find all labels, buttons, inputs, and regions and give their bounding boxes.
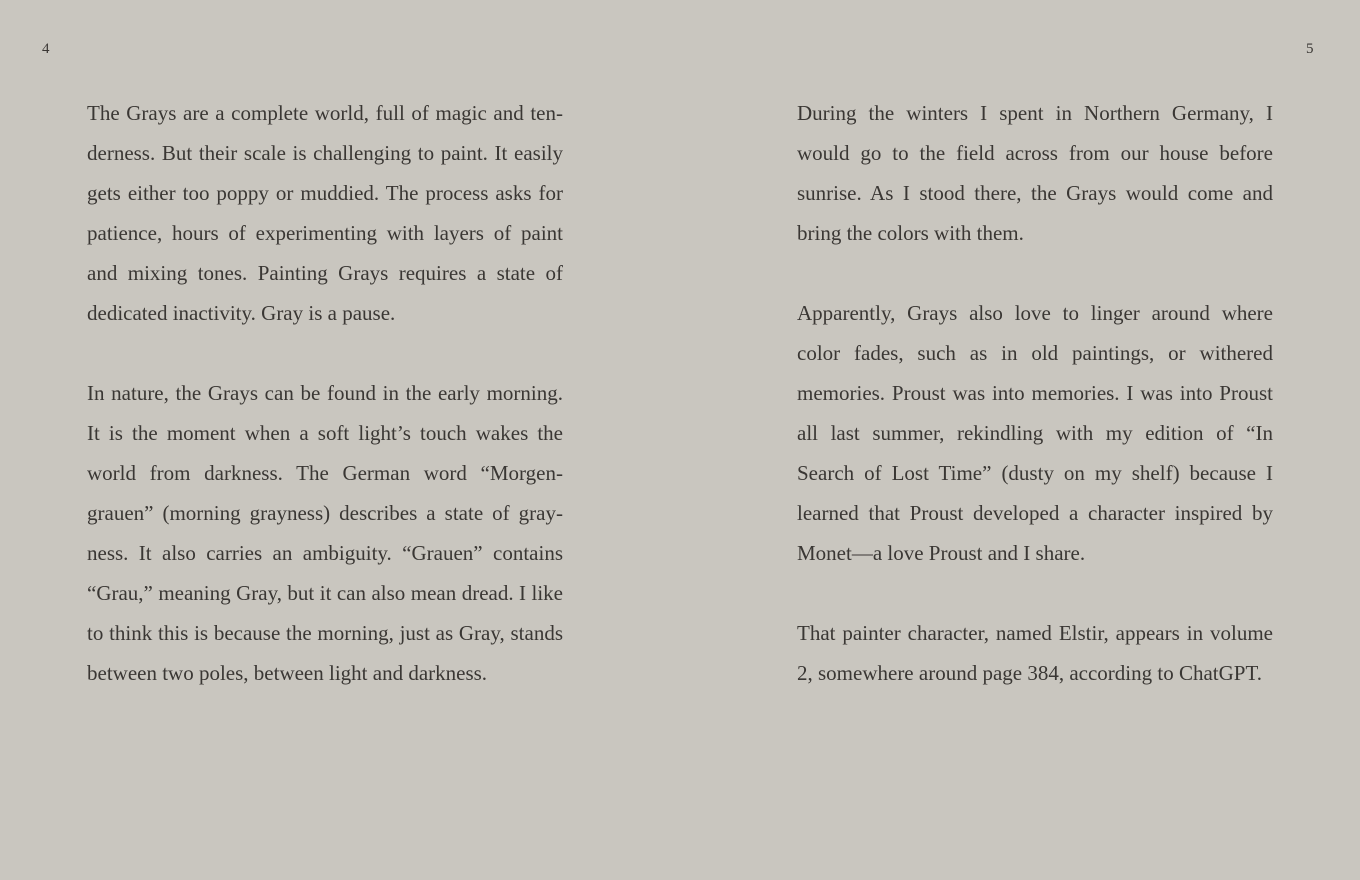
right-page-number: 5 (1306, 41, 1314, 57)
left-page-body (87, 93, 563, 693)
paragraph: In nature, the Grays can be found in the early morning. It is the moment when a soft light’s touch wakes the world from darkness. The German word “Morgengrauen” (morning grayness) describes a state of grayness. It also carries an ambiguity. “Grauen” contains “Grau,” meaning Gray, but it can also mean dread. I like to think this is because the morning, just as Gray, stands between two poles, between light and darkness. (87, 381, 563, 685)
left-page-number: 4 (42, 41, 50, 57)
paragraph: The Grays are a complete world, full of magic and tenderness. But their scale is challenging to paint. It easily gets either too poppy or muddied. The process asks for patience, hours of experimenting with layers of paint and mixing tones. Painting Grays requires a state of dedicated inactivity. Gray is a pause. (87, 101, 563, 325)
paragraph: That painter character, named Elstir, appears in volume 2, somewhere around page 384, according to ChatGPT. (797, 621, 1273, 685)
paragraph: During the winters I spent in Northern Germany, I would go to the field across from our house before sunrise. As I stood there, the Grays would come and bring the colors with them. (797, 101, 1273, 245)
paragraph: Apparently, Grays also love to linger around where color fades, such as in old paintings, or withered memories. Proust was into memories. I was into Proust all last summer, rekindling with my edition of “In Search of Lost Time” (dusty on my shelf) because I learned that Proust developed a character inspired by Monet—a love Proust and I share. (797, 301, 1273, 565)
right-page-body (797, 93, 1273, 693)
